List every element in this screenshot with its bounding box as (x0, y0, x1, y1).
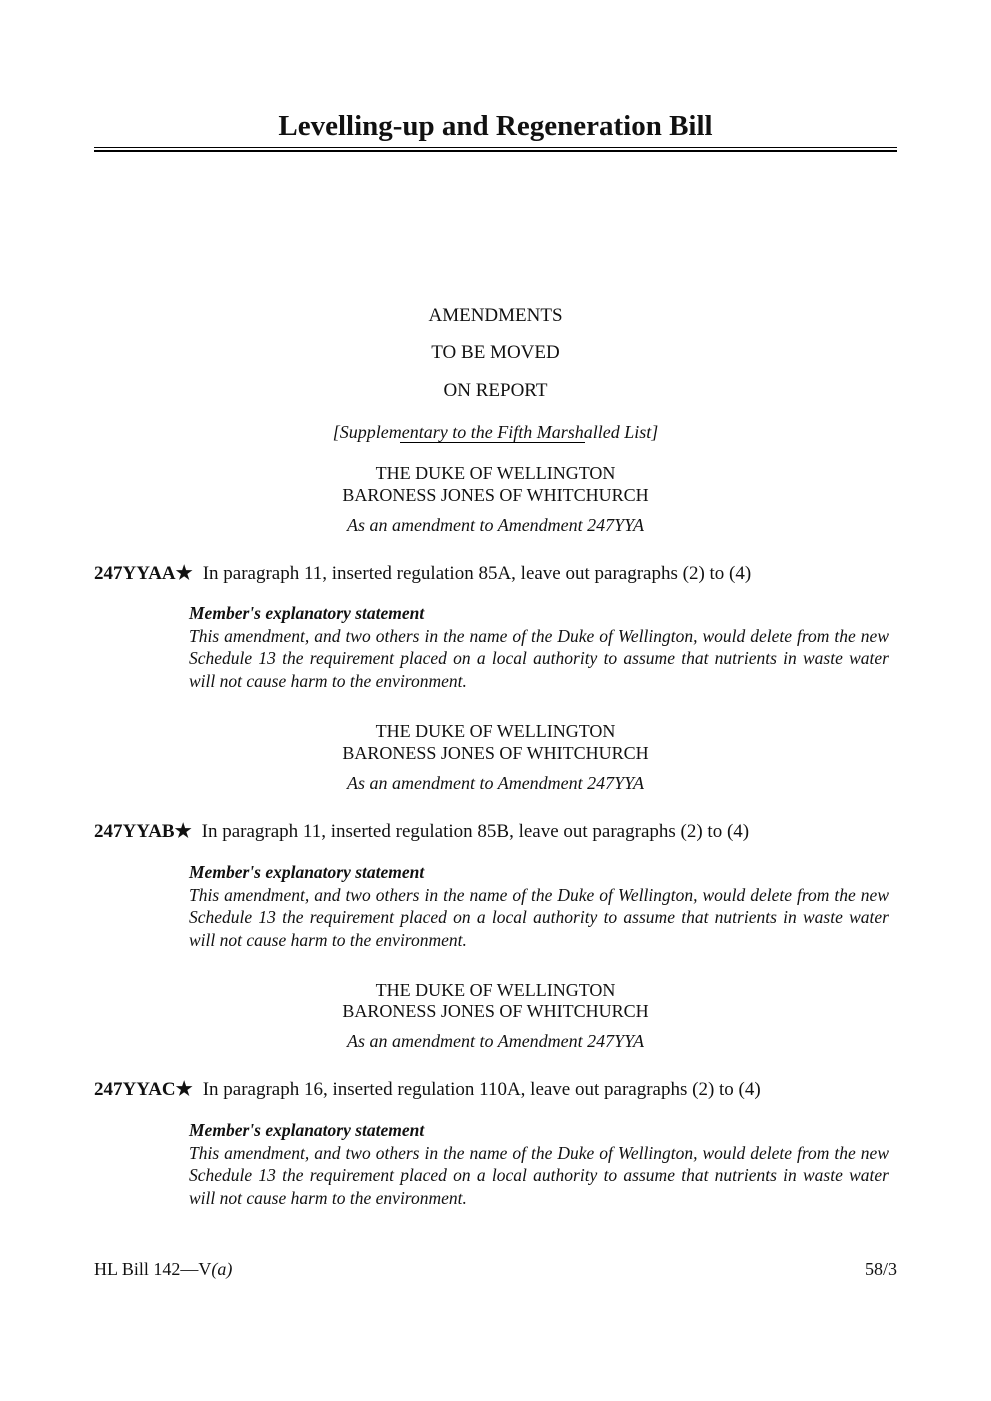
title-rule-thin (94, 147, 897, 148)
star-icon: ★ (174, 821, 192, 842)
explanatory-statement (189, 1119, 889, 1209)
header-line-to-be-moved: TO BE MOVED (431, 342, 560, 363)
statement-heading: Member's explanatory statement (189, 1120, 425, 1140)
explanatory-statement (189, 602, 889, 692)
bill-reference (94, 1258, 232, 1280)
statement-heading: Member's explanatory statement (189, 603, 425, 623)
header-line-on-report: ON REPORT (443, 380, 548, 401)
supplementary-underline (400, 442, 585, 443)
star-icon: ★ (175, 563, 193, 584)
amendment-context: As an amendment to Amendment 247YYA (347, 773, 644, 793)
bill-reference-suffix: (a) (211, 1259, 233, 1279)
title-rule-thick (94, 150, 897, 152)
sponsor-1: THE DUKE OF WELLINGTON (375, 721, 616, 741)
amendment-line (94, 821, 749, 843)
page-reference: 58/3 (864, 1259, 897, 1279)
amendment-number: 247YYAA (94, 563, 176, 584)
bill-reference-prefix: HL Bill 142—V (94, 1259, 212, 1279)
statement-body: This amendment, and two others in the name of the Duke of Wellington, would delete from the new Schedule 13 the requirement placed on a local authority to assume that nutrients in waste water will not cause harm to the environment. (189, 884, 889, 950)
star-icon: ★ (175, 1079, 193, 1100)
statement-body: This amendment, and two others in the name of the Duke of Wellington, would delete from the new Schedule 13 the requirement placed on a local authority to assume that nutrients in waste water will not cause harm to the environment. (189, 625, 889, 691)
sponsor-2: BARONESS JONES OF WHITCHURCH (342, 485, 649, 505)
amendment-text: In paragraph 11, inserted regulation 85B, leave out paragraphs (2) to (4) (201, 821, 750, 842)
statement-heading: Member's explanatory statement (189, 862, 425, 882)
explanatory-statement (189, 861, 889, 951)
sponsor-1: THE DUKE OF WELLINGTON (375, 980, 616, 1000)
amendment-text: In paragraph 16, inserted regulation 110A, leave out paragraphs (2) to (4) (202, 1079, 761, 1100)
sponsor-2: BARONESS JONES OF WHITCHURCH (342, 1001, 649, 1021)
amendment-context: As an amendment to Amendment 247YYA (347, 515, 644, 535)
statement-body: This amendment, and two others in the name of the Duke of Wellington, would delete from the new Schedule 13 the requirement placed on a local authority to assume that nutrients in waste water will not cause harm to the environment. (189, 1142, 889, 1208)
bill-title: Levelling-up and Regeneration Bill (278, 110, 713, 142)
amendment-text: In paragraph 11, inserted regulation 85A, leave out paragraphs (2) to (4) (202, 563, 752, 584)
amendment-line (94, 1079, 761, 1101)
amendment-number: 247YYAB (94, 821, 175, 842)
amendment-context: As an amendment to Amendment 247YYA (347, 1031, 644, 1051)
amendment-number: 247YYAC (94, 1079, 176, 1100)
sponsor-1: THE DUKE OF WELLINGTON (375, 463, 616, 483)
supplementary-note: [Supplementary to the Fifth Marshalled List] (332, 422, 659, 442)
amendment-line (94, 563, 751, 585)
header-line-amendments: AMENDMENTS (428, 305, 563, 326)
sponsor-2: BARONESS JONES OF WHITCHURCH (342, 743, 649, 763)
